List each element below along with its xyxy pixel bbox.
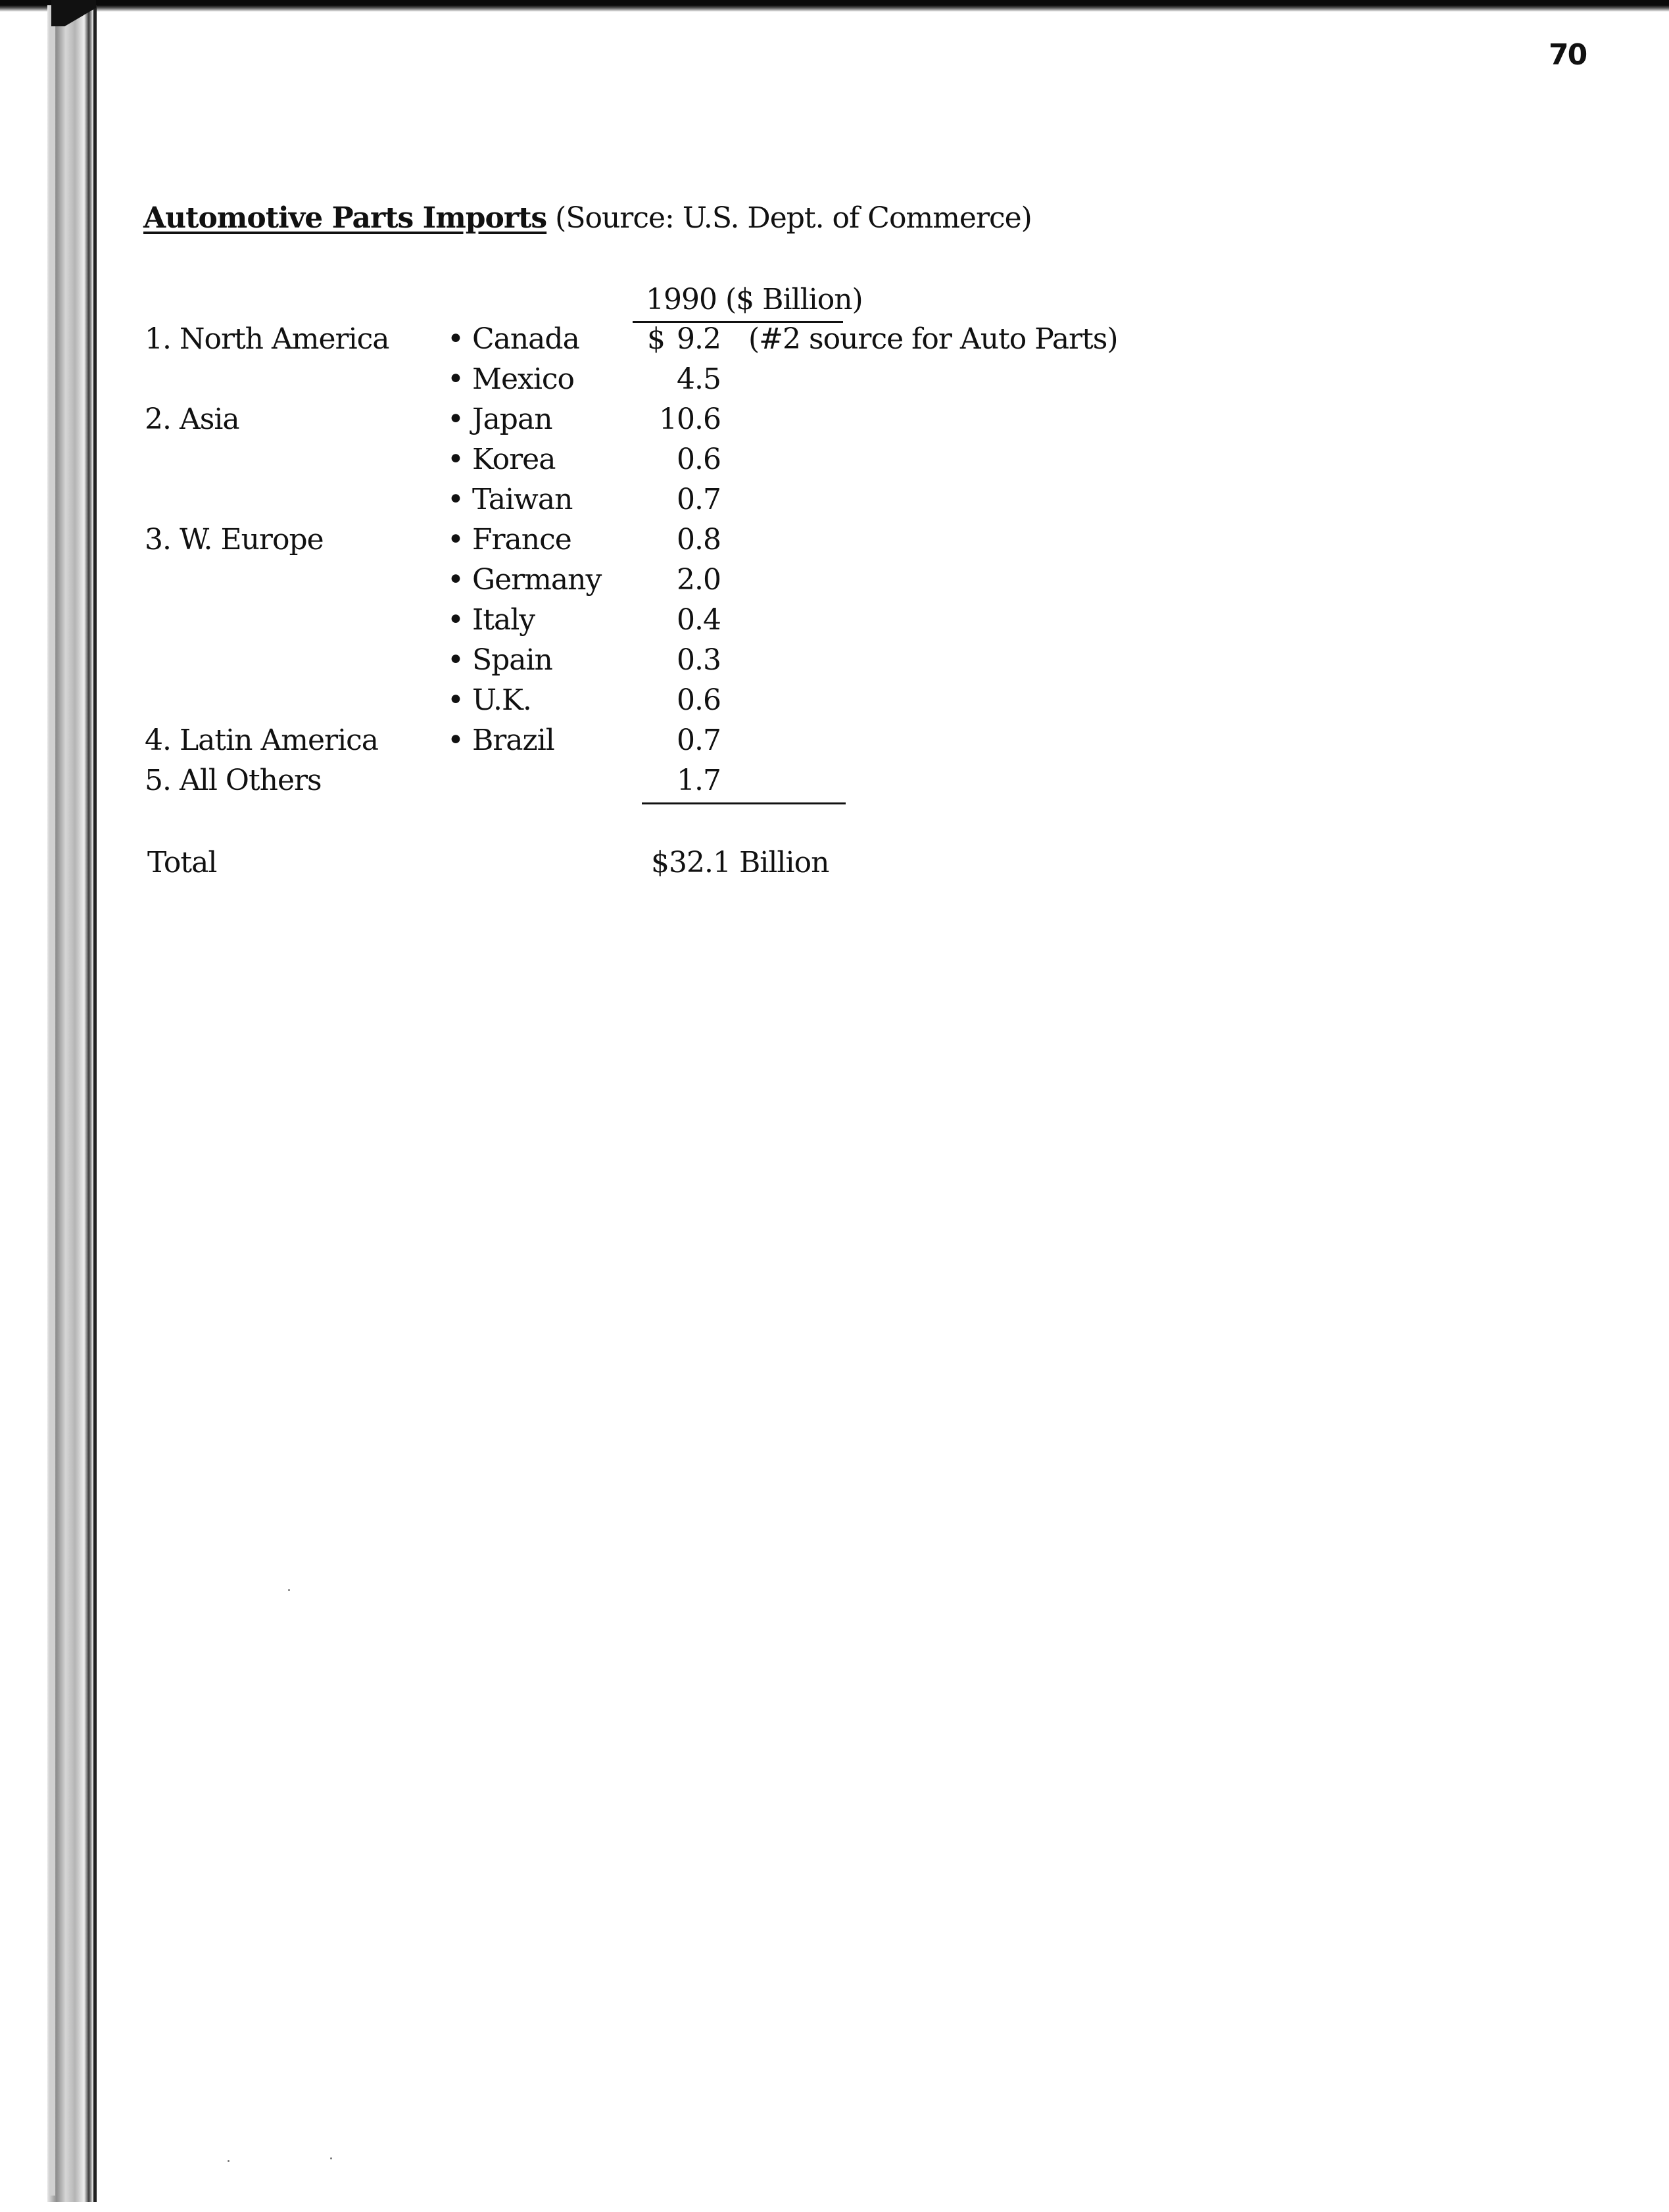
table-row [0,724,1669,763]
total-label: Total [147,846,217,879]
country-label: • Japan [447,403,552,436]
document-source: (Source: U.S. Dept. of Commerce) [555,201,1032,235]
region-label: 1. North America [145,322,389,356]
table-row [0,764,1669,803]
page-top-edge [0,0,1669,12]
import-value: 1.7 [677,764,721,797]
table-row [0,362,1669,402]
import-value: 0.6 [677,443,721,476]
import-value: 0.7 [677,483,721,516]
import-value: 9.2 [677,322,721,356]
region-label: 3. W. Europe [145,523,324,556]
table-row [0,322,1669,362]
total-value: $32.1 Billion [651,846,829,879]
row-note: (#2 source for Auto Parts) [748,322,1118,356]
table-row [0,683,1669,723]
import-value: 0.3 [677,643,721,677]
import-value: 4.5 [677,362,721,396]
import-value: 0.4 [677,603,721,637]
import-value: 2.0 [677,563,721,597]
scan-speck [330,2157,332,2159]
import-value: 0.8 [677,523,721,556]
country-label: • France [447,523,571,556]
region-label: 4. Latin America [145,724,379,757]
currency-symbol: $ [647,322,665,356]
table-row [0,523,1669,562]
import-value: 0.6 [677,683,721,717]
country-label: • Mexico [447,362,575,396]
table-row [0,443,1669,482]
scan-speck [288,1589,290,1591]
column-header: 1990 ($ Billion) [646,283,863,316]
country-label: • Germany [447,563,602,597]
country-label: • Brazil [447,724,554,757]
page-number: 70 [1549,38,1587,72]
table-row [0,643,1669,683]
sum-rule [642,802,846,804]
country-label: • U.K. [447,683,531,717]
scan-speck [228,2160,230,2162]
country-label: • Spain [447,643,552,677]
table-row [0,403,1669,442]
country-label: • Canada [447,322,579,356]
country-label: • Korea [447,443,556,476]
import-value: 10.6 [659,403,721,436]
document-title: Automotive Parts Imports [143,201,547,235]
document-heading [143,201,1032,235]
region-label: 5. All Others [145,764,322,797]
region-label: 2. Asia [145,403,239,436]
table-row [0,483,1669,522]
country-label: • Italy [447,603,535,637]
table-row [0,603,1669,643]
country-label: • Taiwan [447,483,573,516]
table-row [0,563,1669,602]
import-value: 0.7 [677,724,721,757]
